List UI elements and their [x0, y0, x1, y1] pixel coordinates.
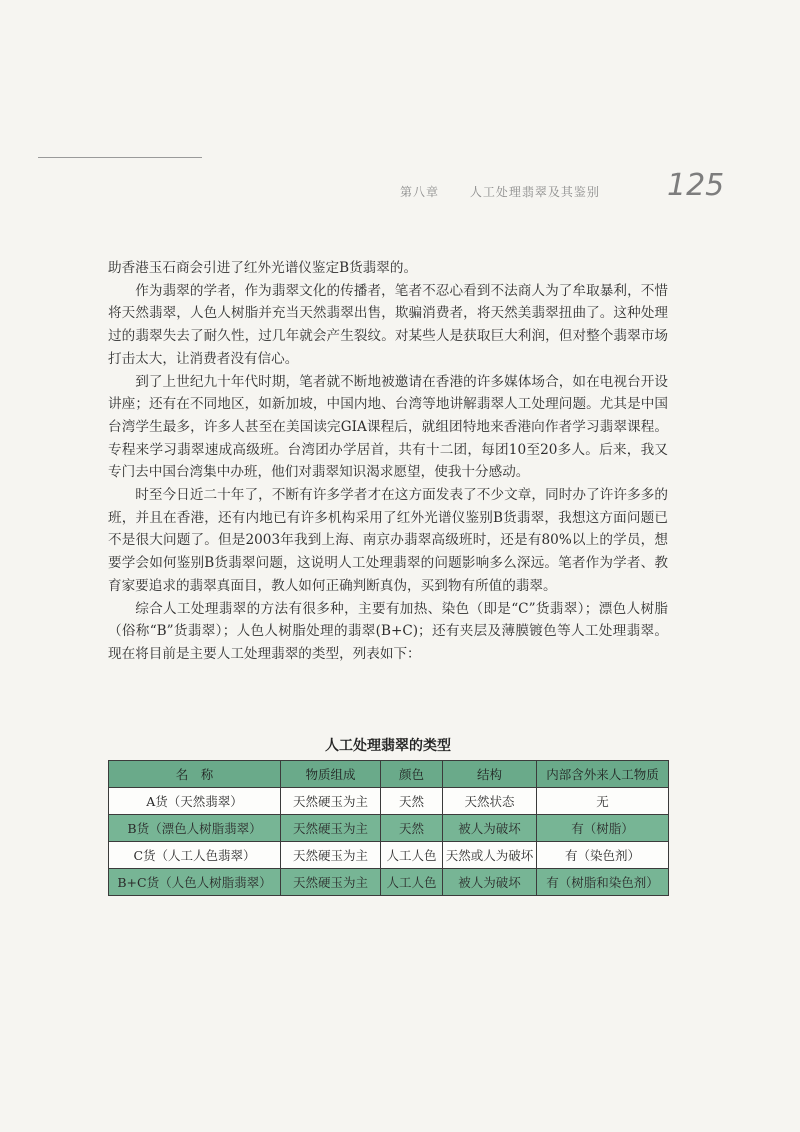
table-row	[109, 842, 669, 869]
header-cell: 颜色	[381, 761, 443, 788]
chapter-label: 第八章	[400, 185, 440, 199]
paragraph: 综合人工处理翡翠的方法有很多种，主要有加热、染色（即是“C”货翡翠）；漂色人树脂（俗称“B”货翡翠）；人色人树脂处理的翡翠(B+C)；还有夹层及薄膜镀色等人工处理翡翠。现在将目前是主要人工处理翡翠的类型，列表如下：	[108, 600, 668, 662]
table-header-row	[109, 761, 669, 788]
jade-types-table	[108, 760, 669, 896]
table-cell: B货（漂色人树脂翡翠）	[109, 815, 281, 842]
table-cell: 天然状态	[443, 788, 537, 815]
table-cell: 有（树脂）	[537, 815, 669, 842]
body-text	[108, 257, 668, 666]
table-row	[109, 815, 669, 842]
table-cell: 人工人色	[381, 869, 443, 896]
header-cell: 名 称	[109, 761, 281, 788]
table-cell: 天然硬玉为主	[281, 842, 381, 869]
table-cell: 无	[537, 788, 669, 815]
table-cell: 有（染色剂）	[537, 842, 669, 869]
table-row	[109, 869, 669, 896]
header-rule	[38, 157, 202, 158]
table-cell: B+C货（人色人树脂翡翠）	[109, 869, 281, 896]
table-cell: 天然硬玉为主	[281, 788, 381, 815]
table-cell: C货（人工人色翡翠）	[109, 842, 281, 869]
table-cell: 天然	[381, 788, 443, 815]
table-cell: A货（天然翡翠）	[109, 788, 281, 815]
table-cell: 被人为破坏	[443, 869, 537, 896]
table-cell: 被人为破坏	[443, 815, 537, 842]
table-cell: 天然或人为破坏	[443, 842, 537, 869]
table-cell: 人工人色	[381, 842, 443, 869]
table-cell: 有（树脂和染色剂）	[537, 869, 669, 896]
header-cell: 物质组成	[281, 761, 381, 788]
page-number: 125	[667, 168, 725, 203]
paragraph: 到了上世纪九十年代时期，笔者就不断地被邀请在香港的许多媒体场合，如在电视台开设讲座；还有在不同地区，如新加坡，中国内地、台湾等地讲解翡翠人工处理问题。尤其是中国台湾学生最多，许多人甚至在美国读完GIA课程后，就组团特地来香港向作者学习翡翠课程。专程来学习翡翠速成高级班。台湾团办学居首，共有十二团，每团10至20多人。后来，我又专门去中国台湾集中办班，他们对翡翠知识渴求愿望，使我十分感动。	[108, 373, 668, 481]
table-cell: 天然硬玉为主	[281, 869, 381, 896]
chapter-title: 人工处理翡翠及其鉴别	[469, 185, 600, 199]
paragraph: 时至今日近二十年了，不断有许多学者才在这方面发表了不少文章，同时办了许许多多的班，并且在香港，还有内地已有许多机构采用了红外光谱仪鉴别B货翡翠，我想这方面问题已不是很大问题了。但是2003年我到上海、南京办翡翠高级班时，还是有80%以上的学员，想要学会如何鉴别B货翡翠问题，这说明人工处理翡翠的问题影响多么深远。笔者作为学者、教育家要追求的翡翠真面目，教人如何正确判断真伪，买到物有所值的翡翠。	[108, 487, 668, 594]
table-cell: 天然	[381, 815, 443, 842]
table-cell: 天然硬玉为主	[281, 815, 381, 842]
paragraph: 助香港玉石商会引进了红外光谱仪鉴定B货翡翠的。	[108, 260, 418, 276]
paragraph: 作为翡翠的学者，作为翡翠文化的传播者，笔者不忍心看到不法商人为了牟取暴利，不惜将天然翡翠，人色人树脂并充当天然翡翠出售，欺骗消费者，将天然美翡翠扭曲了。这种处理过的翡翠失去了耐久性，过几年就会产生裂纹。对某些人是获取巨大利润，但对整个翡翠市场打击太大，让消费者没有信心。	[108, 282, 668, 367]
table-title: 人工处理翡翠的类型	[325, 738, 451, 754]
header-cell: 内部含外来人工物质	[537, 761, 669, 788]
table-row	[109, 788, 669, 815]
header-cell: 结构	[443, 761, 537, 788]
running-head	[400, 183, 600, 200]
